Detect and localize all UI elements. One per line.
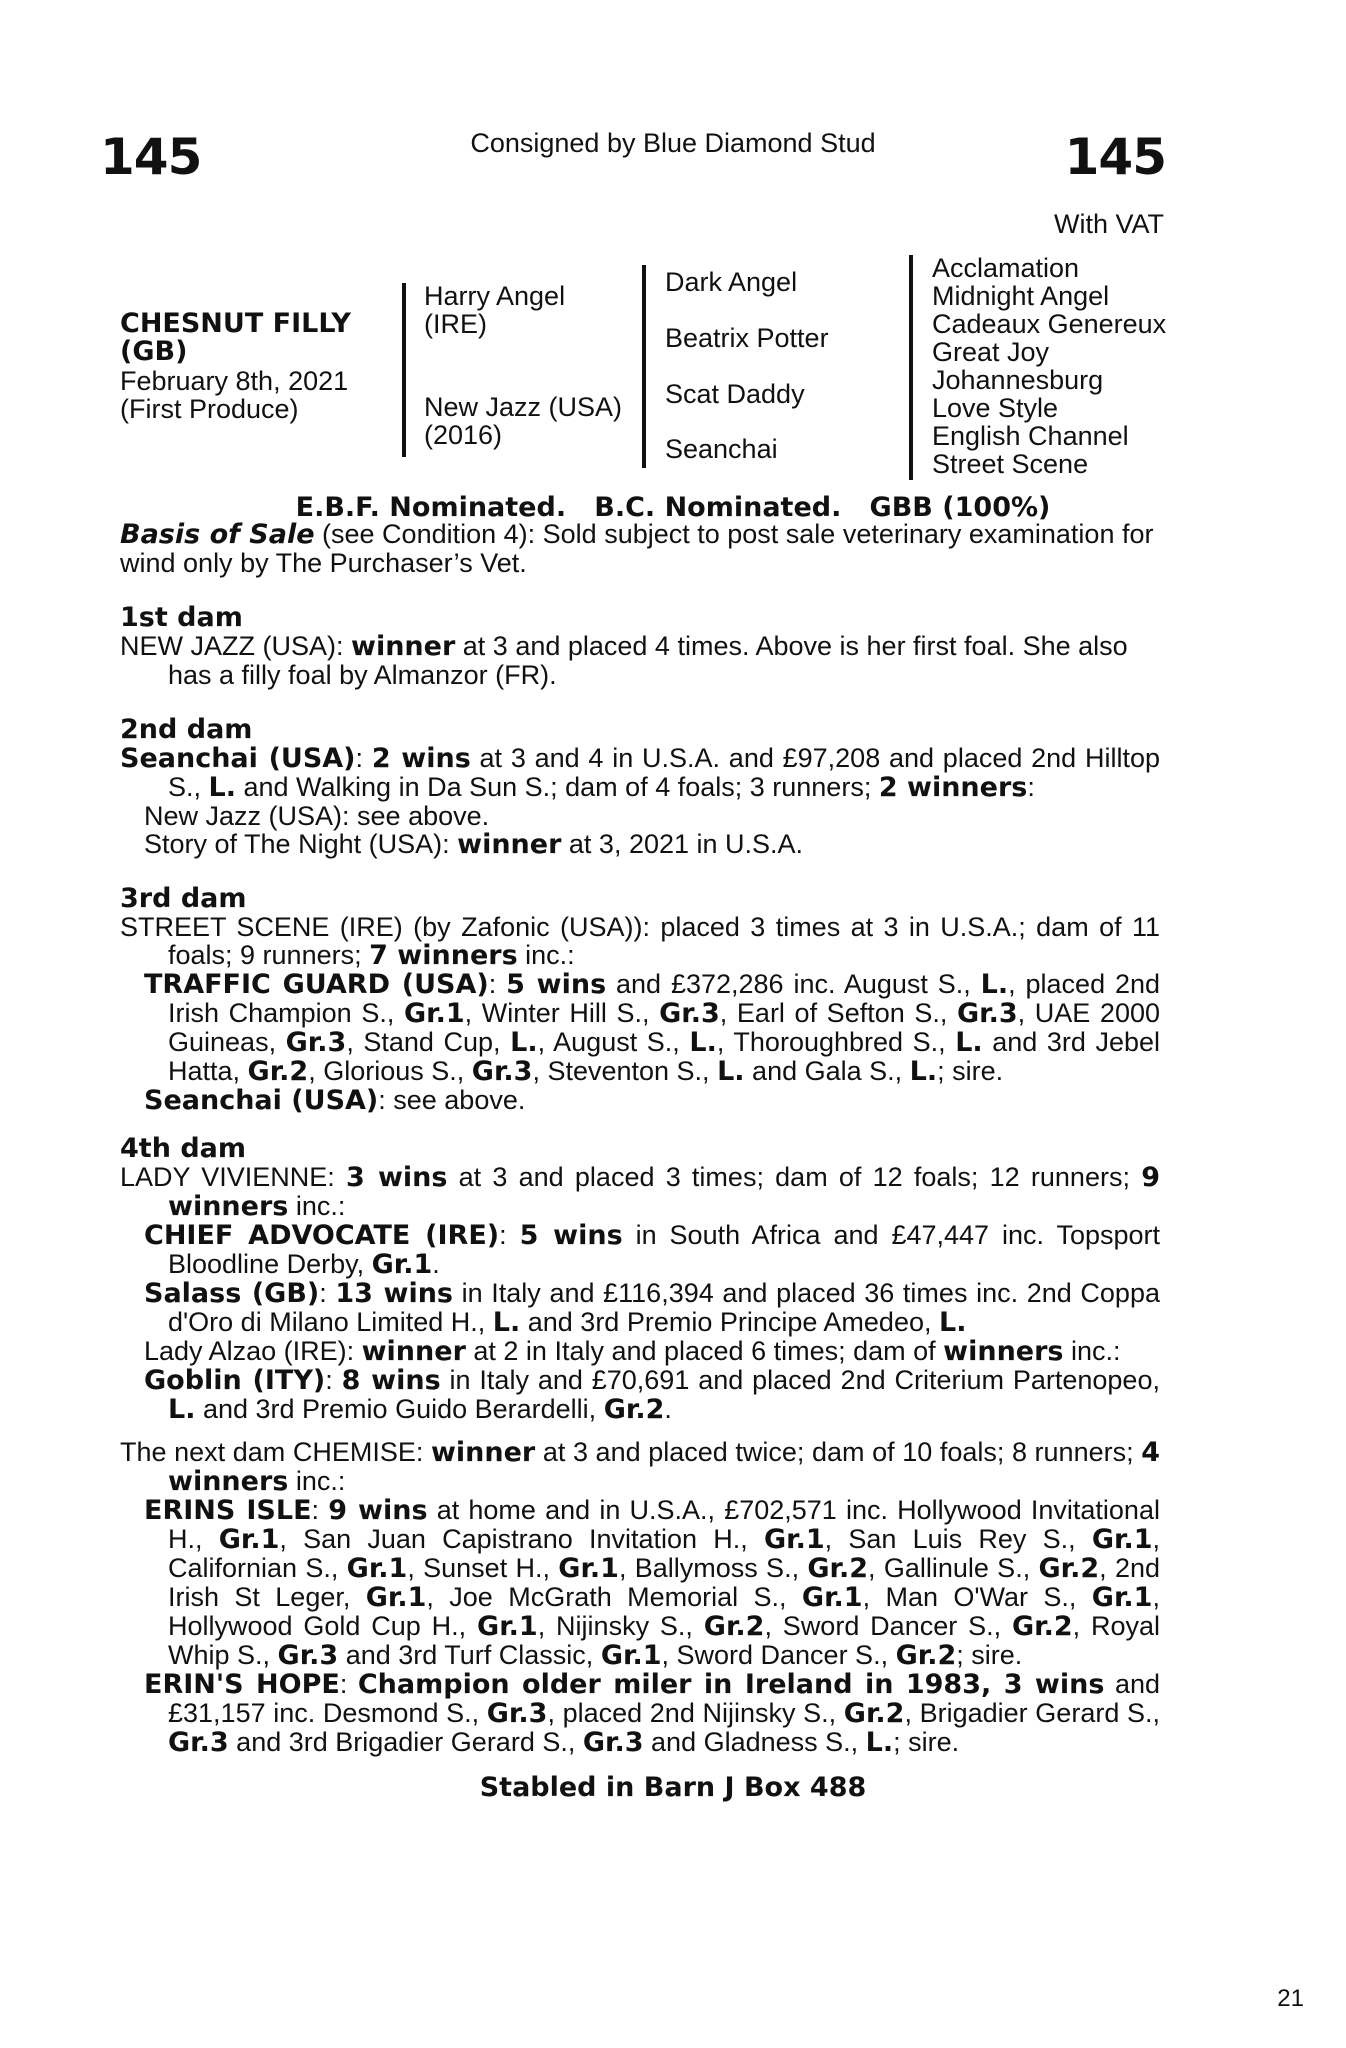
second-dam-heading: 2nd dam: [120, 714, 253, 745]
text-run: 2 wins: [371, 743, 471, 774]
text-run: , placed 2nd Irish Champion S.,: [168, 969, 1161, 1028]
text-run: Gr.2: [807, 1553, 869, 1584]
text-run: at 3 and placed twice; dam of 10 foals; 8 runners;: [535, 1437, 1142, 1467]
text-run: and 3rd Brigadier Gerard S.,: [228, 1727, 583, 1757]
text-run: :: [339, 1669, 358, 1699]
second-dam-name: Seanchai (USA): [120, 743, 356, 774]
ggp-8: Street Scene: [932, 449, 1089, 479]
text-run: L.: [865, 1727, 894, 1758]
text-run: :: [499, 1220, 520, 1250]
text-run: winner: [457, 829, 562, 860]
text-run: Gr.3: [277, 1640, 339, 1671]
text-run: and 3rd Jebel Hatta,: [168, 1027, 1160, 1086]
text-run: Gr.2: [703, 1611, 765, 1642]
text-run: , Nijinsky S.,: [537, 1611, 704, 1641]
horse-description: [120, 310, 351, 423]
text-run: 4 winners: [168, 1437, 1160, 1497]
text-run: LADY VIVIENNE:: [120, 1162, 347, 1192]
text-run: 5 wins: [506, 969, 607, 1000]
second-dam-section: [120, 716, 1160, 859]
text-run: Gr.2: [1011, 1611, 1073, 1642]
erins-hope-entry: [120, 1670, 1160, 1757]
ggp-4: Great Joy: [932, 337, 1050, 367]
text-run: inc.:: [288, 1191, 346, 1221]
text-run: , Sunset H.,: [407, 1553, 559, 1583]
text-run: and 3rd Turf Classic,: [338, 1640, 601, 1670]
text-run: Gr.1: [801, 1582, 863, 1613]
sire-name: Harry Angel: [424, 281, 566, 311]
text-run: , Earl of Sefton S.,: [719, 998, 957, 1028]
text-run: and 3rd Premio Principe Amedeo,: [520, 1307, 939, 1337]
text-run: L.: [689, 1027, 717, 1058]
text-run: Gr.1: [218, 1524, 280, 1555]
text-run: .: [664, 1394, 672, 1424]
text-run: Champion older miler in Ireland in 1983, 3 wins: [357, 1669, 1105, 1700]
text-run: Gr.1: [371, 1249, 433, 1280]
text-run: Lady Alzao (IRE):: [144, 1336, 362, 1366]
text-run: L.: [955, 1027, 983, 1058]
basis-of-sale: [120, 520, 1160, 577]
text-run: winner: [430, 1437, 536, 1468]
text-run: Gr.3: [582, 1727, 644, 1758]
text-run: , Sword Dancer S.,: [764, 1611, 1012, 1641]
chief-advocate-entry: [120, 1221, 1160, 1279]
text-run: Gr.1: [600, 1640, 662, 1671]
pedigree-bracket-3: [909, 255, 913, 480]
text-run: Gr.2: [843, 1698, 905, 1729]
text-run: , Brigadier Gerard S.,: [904, 1698, 1160, 1728]
horse-name-line2: (GB): [120, 336, 188, 368]
sire-country: (IRE): [424, 309, 487, 340]
text-run: at 3 and placed 3 times; dam of 12 foals; 12 runners;: [447, 1162, 1142, 1192]
basis-text: (see Condition 4): Sold subject to post sale veterinary examination for wind only by The Purchaser’s Vet.: [120, 519, 1154, 578]
next-dam-section: [120, 1438, 1160, 1757]
text-run: , Man O'War S.,: [862, 1582, 1092, 1612]
third-dam-section: [120, 885, 1160, 1115]
text-run: L.: [717, 1056, 745, 1087]
text-run: CHIEF ADVOCATE (IRE): [144, 1220, 500, 1251]
basis-label: Basis of Sale: [120, 519, 315, 550]
text-run: Gr.3: [659, 998, 720, 1029]
text-run: inc.:: [288, 1466, 346, 1496]
page-number: 21: [1277, 1985, 1304, 2012]
text-run: Gr.1: [477, 1611, 538, 1642]
text-run: : see above.: [378, 1085, 526, 1115]
text-run: , Hollywood Gold Cup H.,: [168, 1582, 1160, 1641]
text-run: , Stand Cup,: [346, 1027, 511, 1057]
text-run: Gr.1: [346, 1553, 408, 1584]
text-run: 9 wins: [328, 1495, 428, 1526]
text-run: and 3rd Premio Guido Berardelli,: [195, 1394, 604, 1424]
text-run: TRAFFIC GUARD (USA): [144, 969, 489, 1000]
text-run: 2 winners: [878, 772, 1028, 803]
ggp-1: Acclamation: [932, 253, 1080, 283]
fourth-dam-section: [120, 1135, 1160, 1424]
first-dam-section: [120, 604, 1160, 689]
text-run: , 2nd Irish St Leger,: [168, 1553, 1161, 1612]
text-run: , Gallinule S.,: [868, 1553, 1039, 1583]
text-run: :: [319, 1278, 336, 1308]
text-run: at 3 and 4 in U.S.A. and £97,208 and placed 2nd Hilltop S.,: [168, 743, 1160, 802]
text-run: ; sire.: [893, 1727, 960, 1757]
text-run: , Joe McGrath Memorial S.,: [426, 1582, 802, 1612]
text-run: :: [325, 1365, 342, 1395]
text-run: ERIN'S HOPE: [144, 1669, 340, 1700]
text-run: 3 wins: [346, 1162, 448, 1193]
text-run: Gr.1: [1091, 1524, 1153, 1555]
text-run: and £372,286 inc. August S.,: [606, 969, 981, 999]
foaling-date: February 8th, 2021: [120, 365, 349, 396]
text-run: Gr.2: [895, 1640, 957, 1671]
text-run: L.: [510, 1027, 538, 1058]
text-run: at 2 in Italy and placed 6 times; dam of: [465, 1336, 944, 1366]
text-run: :: [311, 1495, 329, 1525]
text-run: L.: [980, 969, 1009, 1000]
grandsire-2: Scat Daddy: [665, 379, 805, 409]
second-dam-foal-1: New Jazz (USA): see above.: [144, 801, 490, 831]
text-run: 9 winners: [168, 1162, 1160, 1222]
consignor: Consigned by Blue Diamond Stud: [470, 128, 876, 158]
text-run: Story of The Night (USA):: [144, 829, 458, 859]
text-run: .: [432, 1249, 440, 1279]
text-run: 5 wins: [519, 1220, 623, 1251]
granddam-1: Beatrix Potter: [665, 323, 829, 353]
text-run: :: [1027, 772, 1035, 802]
text-run: Goblin (ITY): [144, 1365, 326, 1396]
text-run: Salass (GB): [144, 1278, 320, 1309]
text-run: winner: [361, 1336, 466, 1367]
lot-number-right: 145: [1064, 128, 1166, 186]
first-dam-record: at 3 and placed 4 times. Above is her first foal. She also has a filly foal by Almanzor (FR).: [168, 631, 1128, 690]
goblin-entry: [120, 1366, 1160, 1424]
text-run: , August S.,: [537, 1027, 690, 1057]
text-run: 7 winners: [369, 940, 518, 971]
text-run: inc.:: [517, 940, 575, 970]
text-run: Gr.3: [957, 998, 1018, 1029]
lot-number-left: 145: [100, 128, 202, 186]
ggp-2: Midnight Angel: [932, 281, 1110, 311]
grandsire-1: Dark Angel: [665, 267, 798, 297]
text-run: Gr.2: [603, 1394, 665, 1425]
first-dam-winner: winner: [351, 631, 456, 662]
first-dam-heading: 1st dam: [120, 602, 243, 633]
text-run: The next dam CHEMISE:: [120, 1437, 431, 1467]
text-run: Gr.3: [285, 1027, 347, 1058]
text-run: ; sire.: [937, 1056, 1004, 1086]
lady-alzao-entry: [120, 1337, 1160, 1366]
text-run: Gr.1: [403, 998, 465, 1029]
text-run: Gr.3: [471, 1056, 533, 1087]
text-run: 13 wins: [335, 1278, 453, 1309]
text-run: Gr.3: [486, 1698, 548, 1729]
text-run: Gr.1: [558, 1553, 619, 1584]
pedigree-bracket-1: [402, 283, 406, 457]
pedigree-bracket-2: [642, 265, 646, 468]
pedigree-dam: [424, 393, 622, 450]
text-run: Gr.1: [763, 1524, 825, 1555]
text-run: Gr.1: [365, 1582, 427, 1613]
text-run: L.: [208, 772, 236, 803]
text-run: , San Juan Capistrano Invitation H.,: [279, 1524, 764, 1554]
ggp-6: Love Style: [932, 393, 1059, 423]
pedigree-sire: [424, 282, 565, 339]
produce-note: (First Produce): [120, 394, 299, 425]
text-run: , Californian S.,: [168, 1524, 1161, 1583]
text-run: , UAE 2000 Guineas,: [168, 998, 1160, 1057]
nominations: E.B.F. Nominated. B.C. Nominated. GBB (100%): [295, 492, 1051, 523]
text-run: Gr.3: [168, 1727, 229, 1758]
text-run: winners: [943, 1336, 1064, 1367]
ggp-5: Johannesburg: [932, 365, 1104, 395]
text-run: and Gladness S.,: [643, 1727, 866, 1757]
first-dam-name: NEW JAZZ (USA):: [120, 631, 351, 661]
third-dam-heading: 3rd dam: [120, 883, 247, 914]
text-run: Gr.1: [1091, 1582, 1153, 1613]
text-run: L.: [168, 1394, 196, 1425]
text-run: in Italy and £116,394 and placed 36 times inc. 2nd Coppa d'Oro di Milano Limited H.,: [168, 1278, 1160, 1337]
second-dam-foal-2: [120, 830, 1160, 859]
horse-name-line1: CHESNUT FILLY: [120, 308, 351, 339]
ggp-3: Cadeaux Genereux: [932, 309, 1167, 339]
dam-year: (2016): [424, 420, 503, 451]
vat-status: With VAT: [1053, 209, 1164, 239]
pedigree-great-grandparents: [932, 254, 1166, 478]
third-dam-record: STREET SCENE (IRE) (by Zafonic (USA)): placed 3 times at 3 in U.S.A.; dam of 11 foals; 9 runners;: [120, 912, 1160, 970]
text-run: and £31,157 inc. Desmond S.,: [168, 1669, 1160, 1728]
text-run: , placed 2nd Nijinsky S.,: [547, 1698, 844, 1728]
fourth-dam-heading: 4th dam: [120, 1133, 246, 1164]
text-run: , Thoroughbred S.,: [716, 1027, 956, 1057]
erins-isle-entry: [120, 1496, 1160, 1670]
text-run: , Glorious S.,: [308, 1056, 472, 1086]
text-run: Seanchai (USA): [144, 1085, 379, 1116]
text-run: , Royal Whip S.,: [168, 1611, 1160, 1670]
salass-entry: [120, 1279, 1160, 1337]
seanchai-entry: [120, 1086, 1160, 1115]
traffic-guard-entry: [120, 970, 1160, 1086]
text-run: :: [488, 969, 507, 999]
text-run: at 3, 2021 in U.S.A.: [561, 829, 804, 859]
text-run: in Italy and £70,691 and placed 2nd Criterium Partenopeo,: [440, 1365, 1160, 1395]
text-run: at home and in U.S.A., £702,571 inc. Hollywood Invitational H.,: [168, 1495, 1160, 1554]
ggp-7: English Channel: [932, 421, 1129, 451]
text-run: Gr.2: [247, 1056, 309, 1087]
text-run: :: [355, 743, 372, 773]
text-run: ; sire.: [956, 1640, 1023, 1670]
stabling-info: Stabled in Barn J Box 488: [479, 1772, 867, 1803]
text-run: , Winter Hill S.,: [464, 998, 660, 1028]
text-run: inc.:: [1063, 1336, 1121, 1366]
text-run: , Steventon S.,: [532, 1056, 718, 1086]
text-run: L.: [938, 1307, 967, 1338]
text-run: Gr.2: [1038, 1553, 1100, 1584]
text-run: L.: [909, 1056, 938, 1087]
text-run: ERINS ISLE: [144, 1495, 312, 1526]
text-run: in South Africa and £47,447 inc. Topsport Bloodline Derby,: [168, 1220, 1160, 1279]
text-run: , Ballymoss S.,: [618, 1553, 808, 1583]
text-run: L.: [492, 1307, 521, 1338]
text-run: and Walking in Da Sun S.; dam of 4 foals; 3 runners;: [235, 772, 879, 802]
text-run: and Gala S.,: [744, 1056, 910, 1086]
text-run: , San Luis Rey S.,: [824, 1524, 1092, 1554]
text-run: 8 wins: [341, 1365, 441, 1396]
granddam-2: Seanchai: [665, 434, 778, 464]
text-run: , Sword Dancer S.,: [661, 1640, 896, 1670]
dam-name: New Jazz (USA): [424, 392, 623, 422]
